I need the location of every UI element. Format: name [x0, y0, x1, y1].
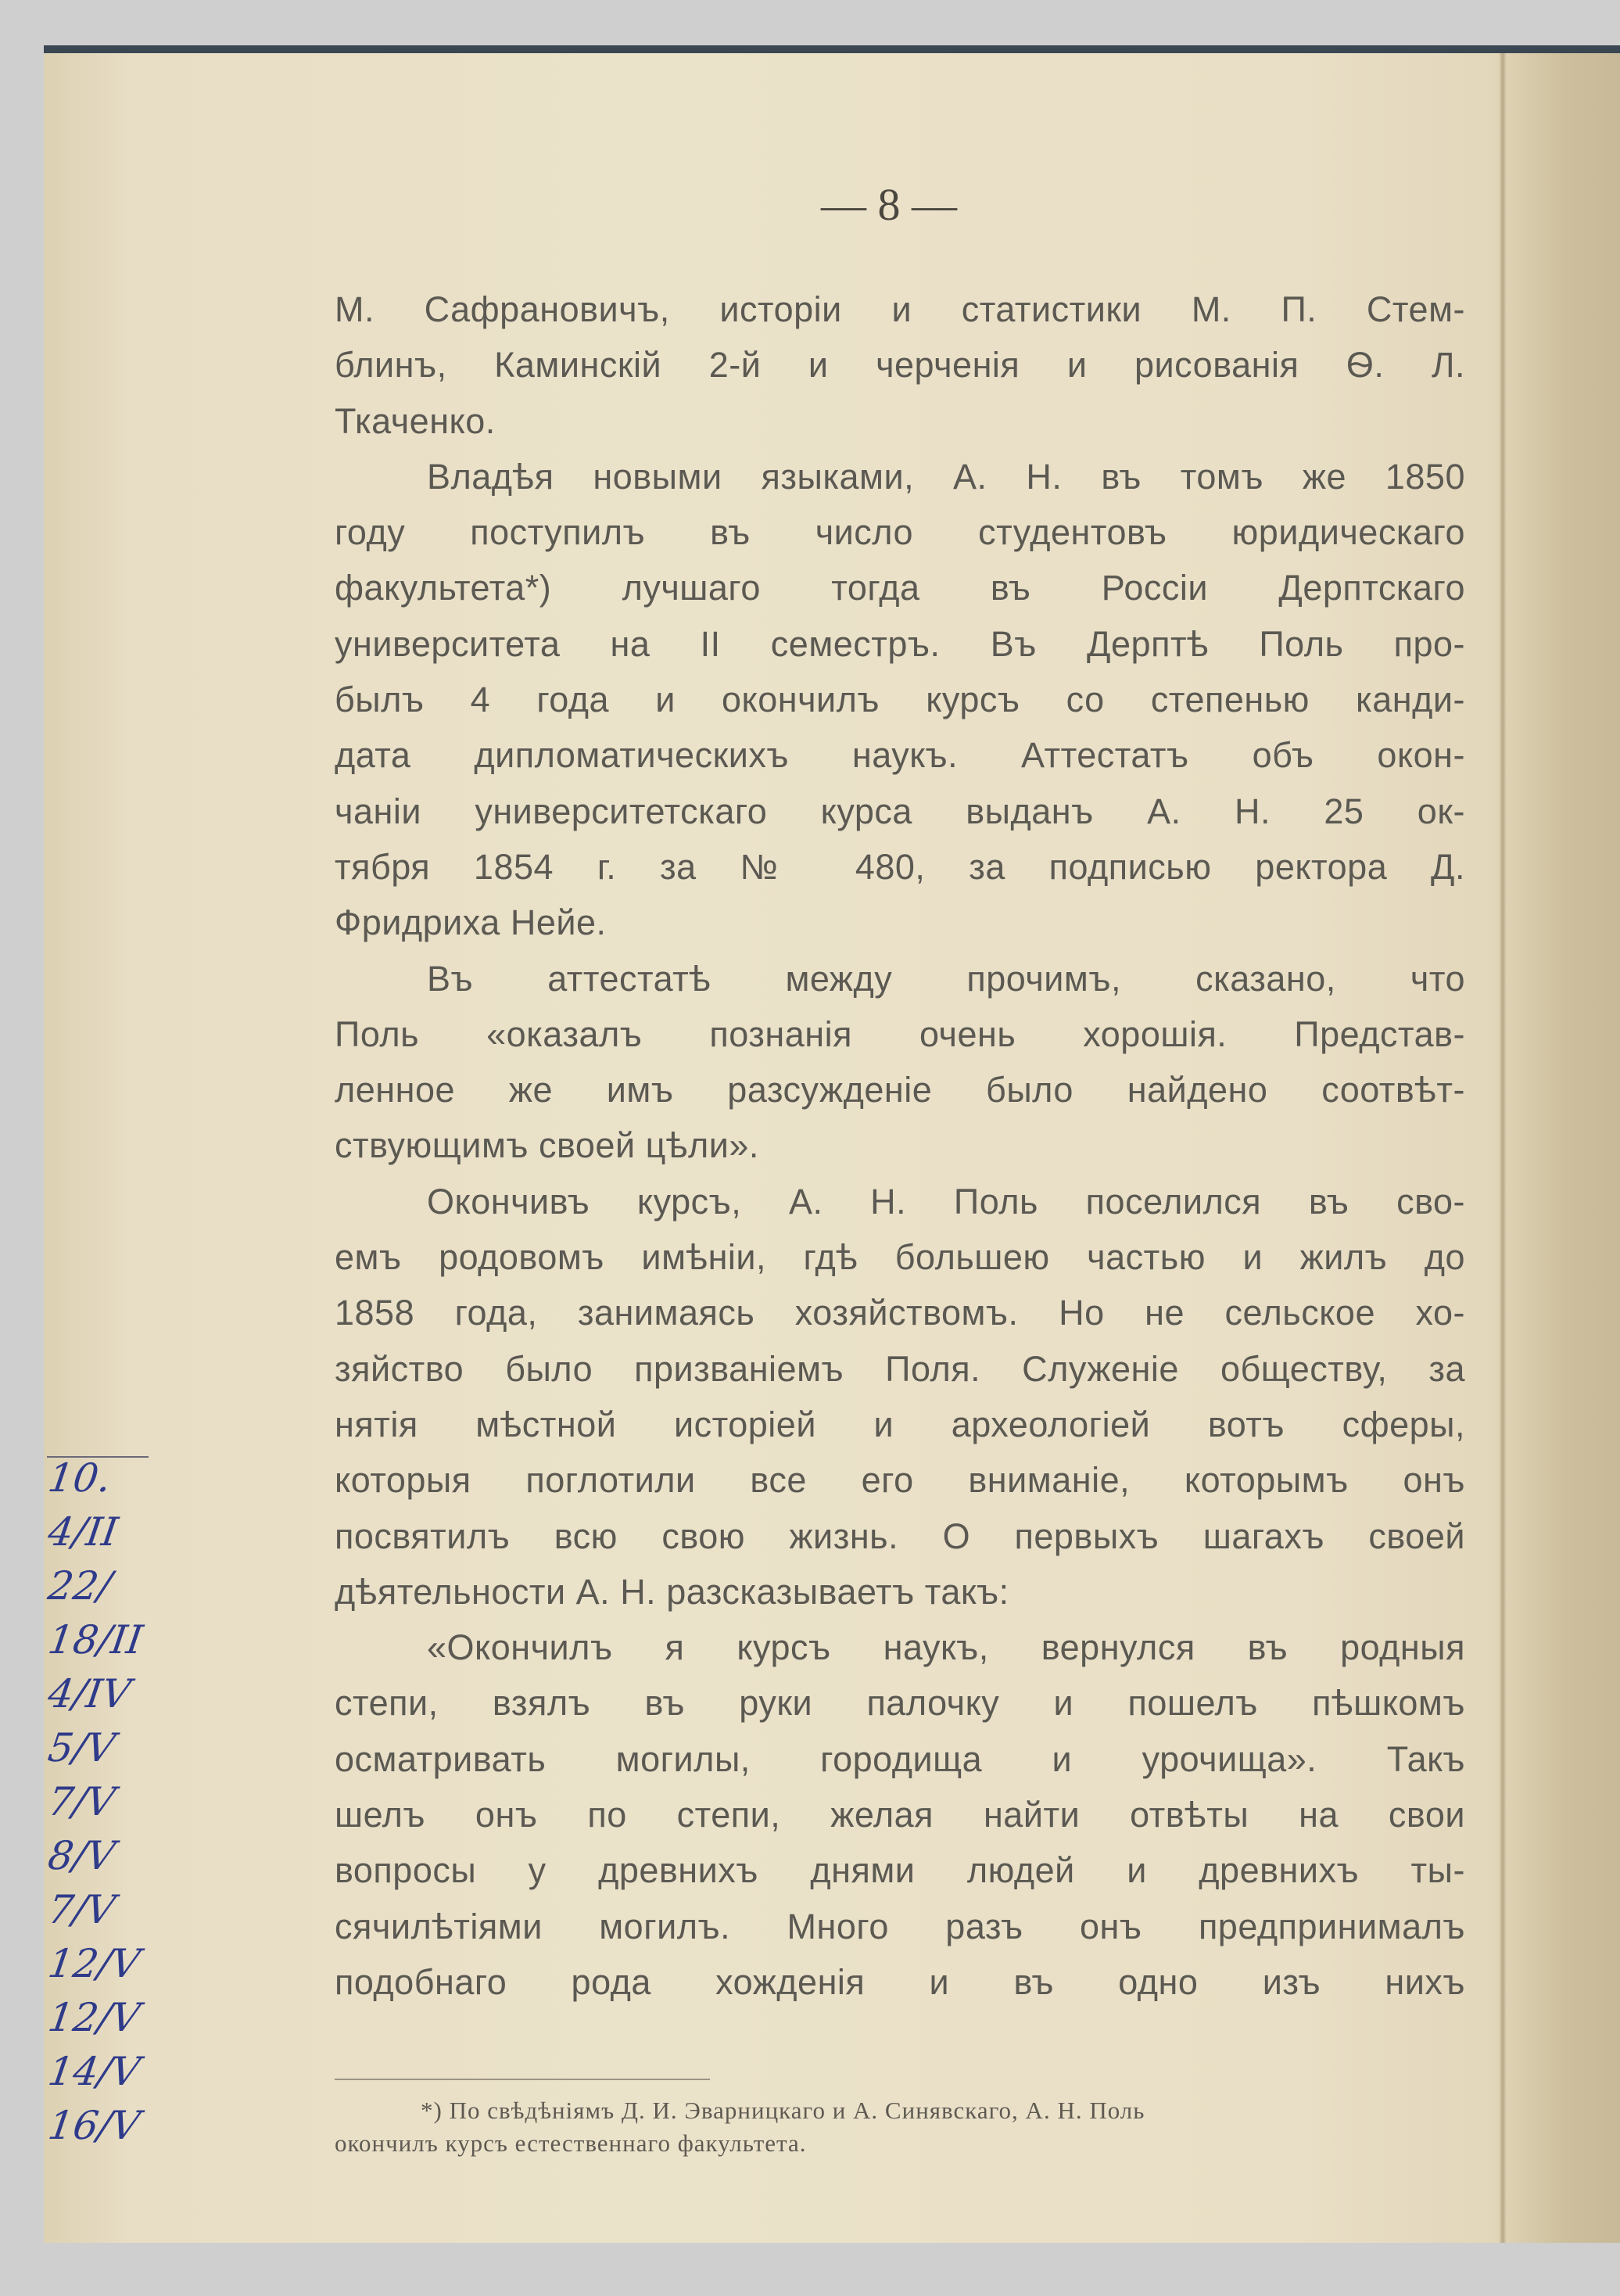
- text-line: блинъ, Каминскій 2-й и черченія и рисованія Ѳ. Л.: [335, 345, 1465, 386]
- text-line: Въ аттестатѣ между прочимъ, сказано, что: [427, 958, 1465, 999]
- margin-note: 5/V: [45, 1725, 118, 1770]
- text-line: факультета*) лучшаго тогда въ Россіи Дерптскаго: [335, 568, 1465, 608]
- page-number: — 8 —: [821, 179, 957, 230]
- margin-note: 4/II: [45, 1509, 121, 1555]
- body-text: [335, 282, 1465, 2010]
- text-line: степи, взялъ въ руки палочку и пошелъ пѣшкомъ: [335, 1683, 1465, 1724]
- text-line: Владѣя новыми языками, А. Н. въ томъ же 1850: [427, 456, 1465, 497]
- text-line: ствующимъ своей цѣли».: [335, 1125, 759, 1166]
- text-line: Поль «оказалъ познанія очень хорошія. Представ-: [335, 1013, 1465, 1054]
- text-line: 1858 года, занимаясь хозяйствомъ. Но не сельское хо-: [335, 1293, 1465, 1333]
- text-line: «Окончилъ я курсъ наукъ, вернулся въ родныя: [427, 1627, 1465, 1668]
- text-line: ленное же имъ разсужденіе было найдено соотвѣт-: [335, 1070, 1465, 1110]
- text-line: шелъ онъ по степи, желая найти отвѣты на свои: [335, 1795, 1465, 1835]
- text-line: дѣятельности А. Н. разсказываетъ такъ:: [335, 1571, 1009, 1612]
- text-line: вопросы у древнихъ днями людей и древнихъ ты-: [335, 1850, 1465, 1891]
- margin-note: 14/V: [45, 2049, 143, 2094]
- text-line: университета на II семестръ. Въ Дерптѣ Поль про-: [335, 623, 1465, 664]
- margin-note: 12/V: [45, 1941, 143, 1986]
- page-fold-line: [1500, 53, 1506, 2243]
- text-line: нятія мѣстной исторіей и археологіей вотъ сферы,: [335, 1404, 1465, 1444]
- text-line: Окончивъ курсъ, А. Н. Поль поселился въ сво-: [427, 1181, 1465, 1222]
- margin-note: 22/: [45, 1563, 115, 1609]
- text-line: емъ родовомъ имѣніи, гдѣ большею частью и жилъ до: [335, 1237, 1465, 1278]
- scan-bottom-border: [0, 2243, 1620, 2296]
- margin-note: 10.: [45, 1455, 114, 1501]
- text-line: подобнаго рода хожденія и въ одно изъ нихъ: [335, 1961, 1465, 2002]
- margin-note: 7/V: [45, 1887, 118, 1932]
- handwritten-margin-notes: [45, 1451, 181, 2243]
- margin-note: 12/V: [45, 1995, 143, 2040]
- margin-note: 7/V: [45, 1779, 118, 1824]
- text-line: осматривать могилы, городища и урочища». Такъ: [335, 1738, 1465, 1779]
- text-line: М. Сафрановичъ, исторіи и статистики М. П. Стем-: [335, 289, 1465, 329]
- text-line: которыя поглотили все его вниманіе, которымъ онъ: [335, 1460, 1465, 1501]
- text-line: году поступилъ въ число студентовъ юридическаго: [335, 512, 1465, 553]
- margin-note: 16/V: [45, 2103, 143, 2148]
- text-line: Фридриха Нейе.: [335, 902, 607, 943]
- text-line: зяйство было призваніемъ Поля. Служеніе обществу, за: [335, 1348, 1465, 1389]
- text-line: сячилѣтіями могилъ. Много разъ онъ предпринималъ: [335, 1906, 1465, 1946]
- footnote-line: *) По свѣдѣніямъ Д. И. Эварницкаго и А. Синявскаго, А. Н. Поль: [421, 2097, 1145, 2124]
- margin-note: 8/V: [45, 1833, 118, 1878]
- footnote: [335, 2094, 1465, 2160]
- text-line: тября 1854 г. за № 480, за подписью ректора Д.: [335, 846, 1465, 887]
- text-line: чаніи университетскаго курса выданъ А. Н. 25 ок-: [335, 791, 1465, 831]
- text-line: посвятилъ всю свою жизнь. О первыхъ шагахъ своей: [335, 1516, 1465, 1556]
- text-line: былъ 4 года и окончилъ курсъ со степенью канди-: [335, 680, 1465, 720]
- margin-note: 18/II: [45, 1617, 146, 1663]
- scan-left-border: [0, 47, 44, 2243]
- text-line: Ткаченко.: [335, 400, 496, 441]
- scan-top-border: [0, 0, 1620, 47]
- footnote-line: окончилъ курсъ естественнаго факультета.: [335, 2129, 807, 2157]
- footnote-divider: [335, 2079, 710, 2080]
- margin-note: 4/IV: [45, 1671, 134, 1717]
- text-line: дата дипломатическихъ наукъ. Аттестатъ объ окон-: [335, 735, 1465, 776]
